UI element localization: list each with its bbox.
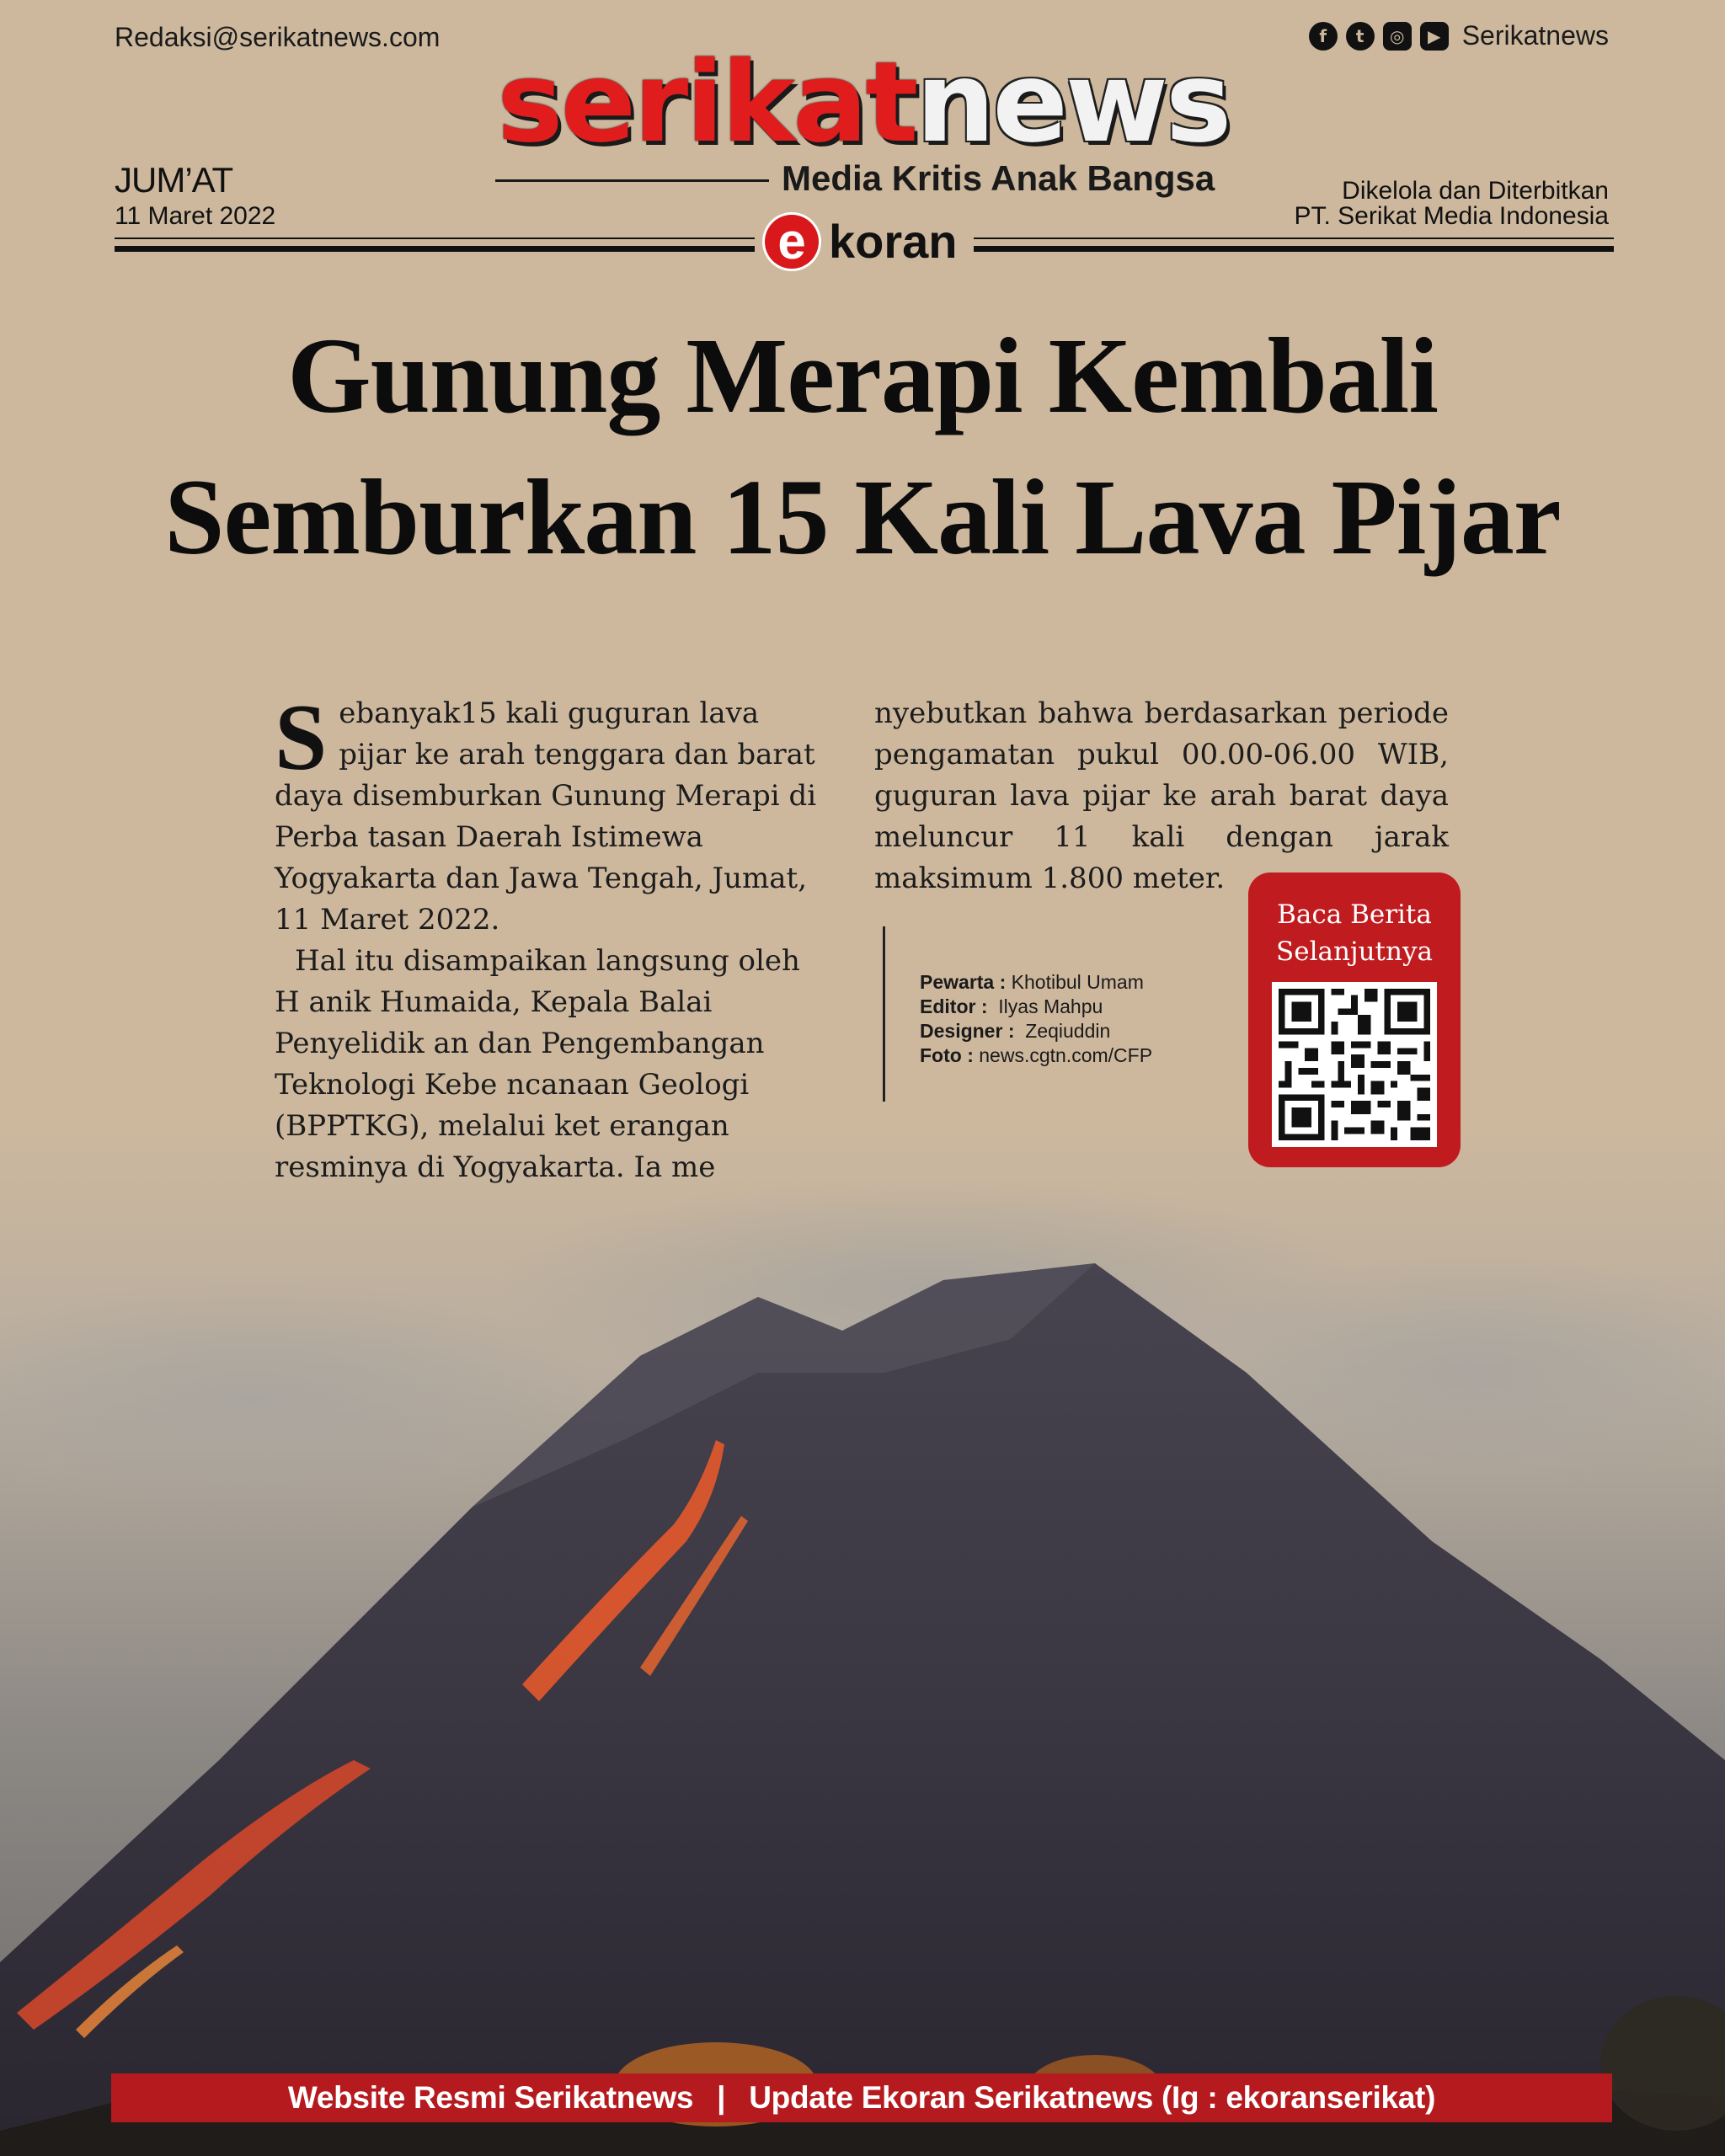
- contact-email[interactable]: Redaksi@serikatnews.com: [115, 22, 441, 52]
- masthead-rule-left-thin: [115, 237, 755, 239]
- credit-editor-value: Ilyas Mahpu: [998, 995, 1103, 1017]
- footer-instagram-label[interactable]: Update Ekoran Serikatnews (Ig : ekoranserikat): [749, 2080, 1436, 2115]
- youtube-icon[interactable]: ▶: [1420, 22, 1449, 51]
- headline-line-1: Gunung Merapi Kembali: [287, 316, 1438, 435]
- issue-date: 11 Maret 2022: [115, 202, 276, 230]
- twitter-icon[interactable]: t: [1346, 22, 1375, 51]
- footer-separator: |: [717, 2080, 726, 2115]
- facebook-icon[interactable]: f: [1309, 22, 1338, 51]
- logo-part-news: news: [916, 38, 1230, 168]
- article-paragraph-1: [275, 686, 822, 941]
- ekoran-logo: [765, 214, 958, 269]
- article-paragraph-2: Hal itu disampaikan langsung oleh H anik Humaida, Kepala Balai Penyelidik an dan Pengembangan Teknologi Kebe ncanaan Geologi (BPPTKG), melalui ket erangan resminya di Yogyakarta. Ia me: [275, 944, 800, 1184]
- article-column-2: [874, 693, 1449, 899]
- publisher-line-2: PT. Serikat Media Indonesia: [1294, 202, 1609, 230]
- article-paragraph-3: nyebutkan bahwa berdasarkan periode pengamatan pukul 00.00-06.00 WIB, guguran lava pijar ke arah barat daya meluncur 11 kali dengan jarak maksimum 1.800 meter.: [874, 696, 1449, 895]
- credit-foto-label: Foto :: [920, 1044, 974, 1066]
- credit-pewarta-value: Khotibul Umam: [1011, 971, 1144, 993]
- masthead-rule-right: [974, 246, 1614, 252]
- read-more-line-2: Selanjutnya: [1276, 937, 1433, 967]
- credit-foto-value: news.cgtn.com/CFP: [979, 1044, 1153, 1066]
- credits-divider: [883, 926, 885, 1102]
- issue-day: JUM’AT: [115, 160, 233, 200]
- article-column-1: [275, 686, 822, 1188]
- credit-pewarta-label: Pewarta :: [920, 971, 1007, 993]
- publisher-info: [1294, 179, 1609, 229]
- footer-website-label[interactable]: Website Resmi Serikatnews: [287, 2080, 694, 2115]
- footer-bar: [111, 2073, 1612, 2122]
- social-handle[interactable]: Serikatnews: [1461, 20, 1609, 51]
- publisher-line-1: Dikelola dan Diterbitkan: [1342, 177, 1609, 205]
- credit-editor: [920, 995, 1152, 1019]
- credit-pewarta: [920, 970, 1152, 995]
- headline: [0, 305, 1725, 588]
- social-links: [1309, 20, 1609, 51]
- ekoran-word: koran: [829, 215, 958, 268]
- credit-designer-value: Zeqiuddin: [1025, 1020, 1111, 1042]
- credit-foto: [920, 1043, 1152, 1068]
- ekoran-e-icon: e: [765, 215, 819, 269]
- tagline: Media Kritis Anak Bangsa: [782, 158, 1215, 198]
- article-credits: [920, 970, 1152, 1068]
- credit-designer-label: Designer :: [920, 1020, 1015, 1042]
- volcano-photo: [0, 1120, 1725, 2156]
- drop-cap: S: [275, 686, 328, 790]
- paragraph-1-text: ebanyak15 kali guguran lava pijar ke arah tenggara dan barat daya disemburkan Gunung Merapi di Perba tasan Daerah Istimewa Yogyakarta dan Jawa Tengah, Jumat, 11 Maret 2022.: [275, 696, 817, 937]
- read-more-line-1: Baca Berita: [1277, 899, 1432, 930]
- headline-line-2: Semburkan 15 Kali Lava Pijar: [164, 457, 1561, 577]
- read-more-qr-box[interactable]: [1248, 873, 1461, 1167]
- tagline-divider: [495, 179, 769, 182]
- masthead-rule-right-thin: [974, 237, 1614, 239]
- credit-designer: [920, 1019, 1152, 1043]
- serikatnews-logo: [497, 38, 1230, 168]
- instagram-icon[interactable]: ◎: [1383, 22, 1412, 51]
- masthead-rule-left: [115, 246, 755, 252]
- read-more-label: [1248, 896, 1461, 970]
- credit-editor-label: Editor :: [920, 995, 988, 1017]
- logo-part-serikat: serikat: [497, 38, 916, 168]
- qr-code-icon[interactable]: [1272, 982, 1437, 1147]
